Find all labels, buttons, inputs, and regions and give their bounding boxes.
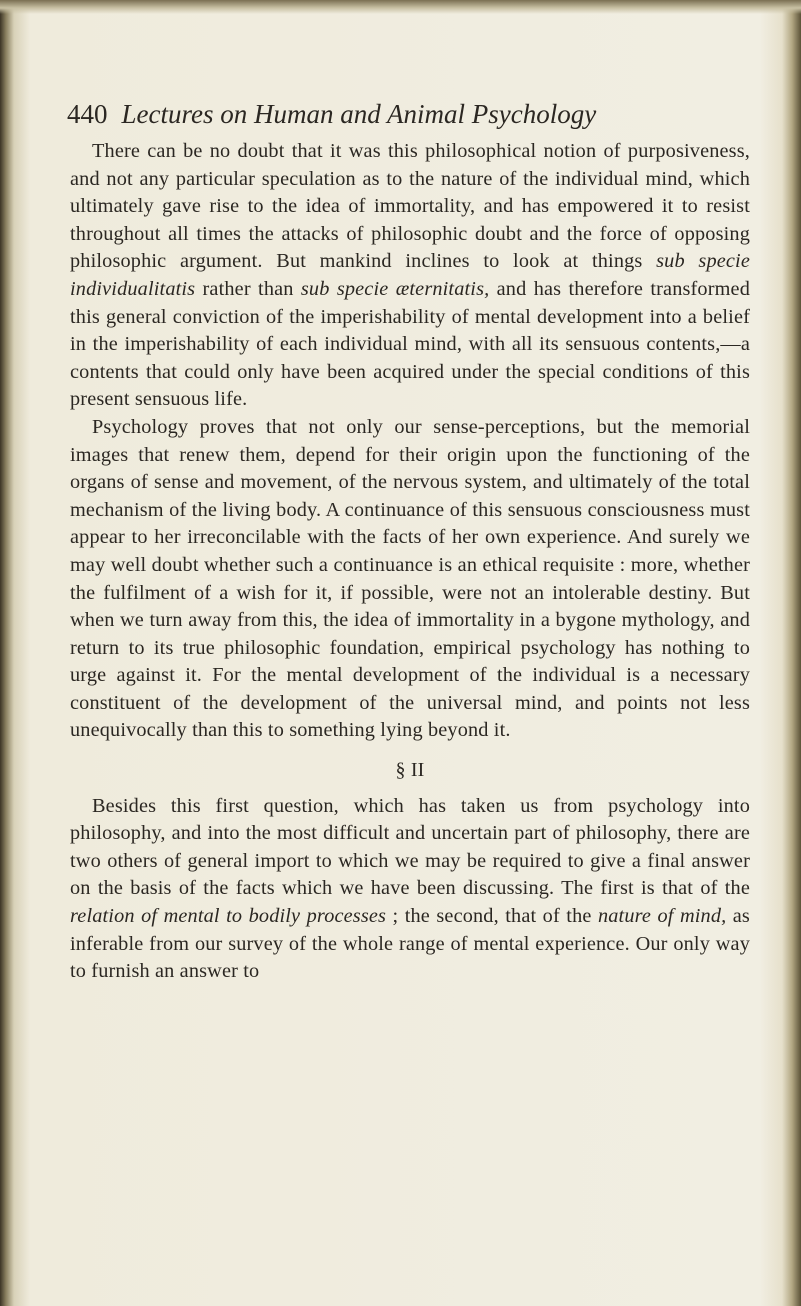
- page-header: [67, 98, 750, 130]
- text-run: Besides this first question, which has taken us from psychology into philosophy, and into the most difficult and uncertain part of philosophy, there are two others of general import to which we may be required to give a final answer on the basis of the facts which we have been discussing. The first is that of the: [70, 794, 750, 900]
- page-number: 440: [67, 99, 108, 129]
- text-run: and has therefore transformed this general conviction of the imperishability of mental development into a belief in the imperishability of each individual mind, with all its sensuous contents,—a contents that could only have been acquired under the special conditions of this present sensuous life.: [70, 277, 750, 411]
- page-content: [67, 98, 750, 986]
- italic-phrase: sub specie æternitatis,: [300, 277, 490, 300]
- page-edge-shadow: [0, 0, 801, 14]
- running-title: Lectures on Human and Animal Psychology: [121, 99, 597, 129]
- italic-phrase: nature of mind,: [597, 905, 727, 928]
- paragraphs-after: [70, 793, 750, 986]
- paragraph: [70, 414, 750, 745]
- text-run: There can be no doubt that it was this philosophical notion of purposiveness, and not any particular speculation as to the nature of the individual mind, which ultimately gave rise to the idea of immortality, and has empowered it to resist throughout all times the attacks of philosophic doubt and the force of opposing philosophic argument. But mankind inclines to look at things: [70, 140, 750, 273]
- paragraphs-before: [70, 138, 750, 745]
- text-run: Psychology proves that not only our sense-perceptions, but the memorial images that renew them, depend for their origin upon the functioning of the organs of sense and movement, of the nervous system, and ultimately of the total mechanism of the living body. A continuance of this sensuous consciousness must appear to her irreconcilable with the facts of her own experience. And surely we may well doubt whether such a continuance is an ethical requisite : more, whether the fulfilment of a wish for it, if possible, were not an intolerable destiny. But when we turn away from this, the idea of immortality in a bygone mythology, and return to its true philosophic foundation, empirical psychology has nothing to urge against it. For the mental development of the individual is a necessary constituent of the development of the universal mind, and points not less unequivocally than this to something lying beyond it.: [70, 415, 750, 742]
- text-run: ; the second, that of the: [386, 905, 598, 928]
- italic-phrase: relation of mental to bodily processes: [70, 905, 387, 928]
- italic-phrase: sub specie individualitatis: [70, 250, 750, 300]
- text-run: as inferable from our survey of the whole range of mental experience. Our only way to furnish an answer to: [70, 905, 750, 983]
- body-text: [70, 138, 750, 986]
- section-heading: § II: [395, 759, 425, 782]
- paragraph: [70, 138, 750, 414]
- text-run: rather than: [195, 277, 301, 300]
- paragraph: [70, 793, 750, 986]
